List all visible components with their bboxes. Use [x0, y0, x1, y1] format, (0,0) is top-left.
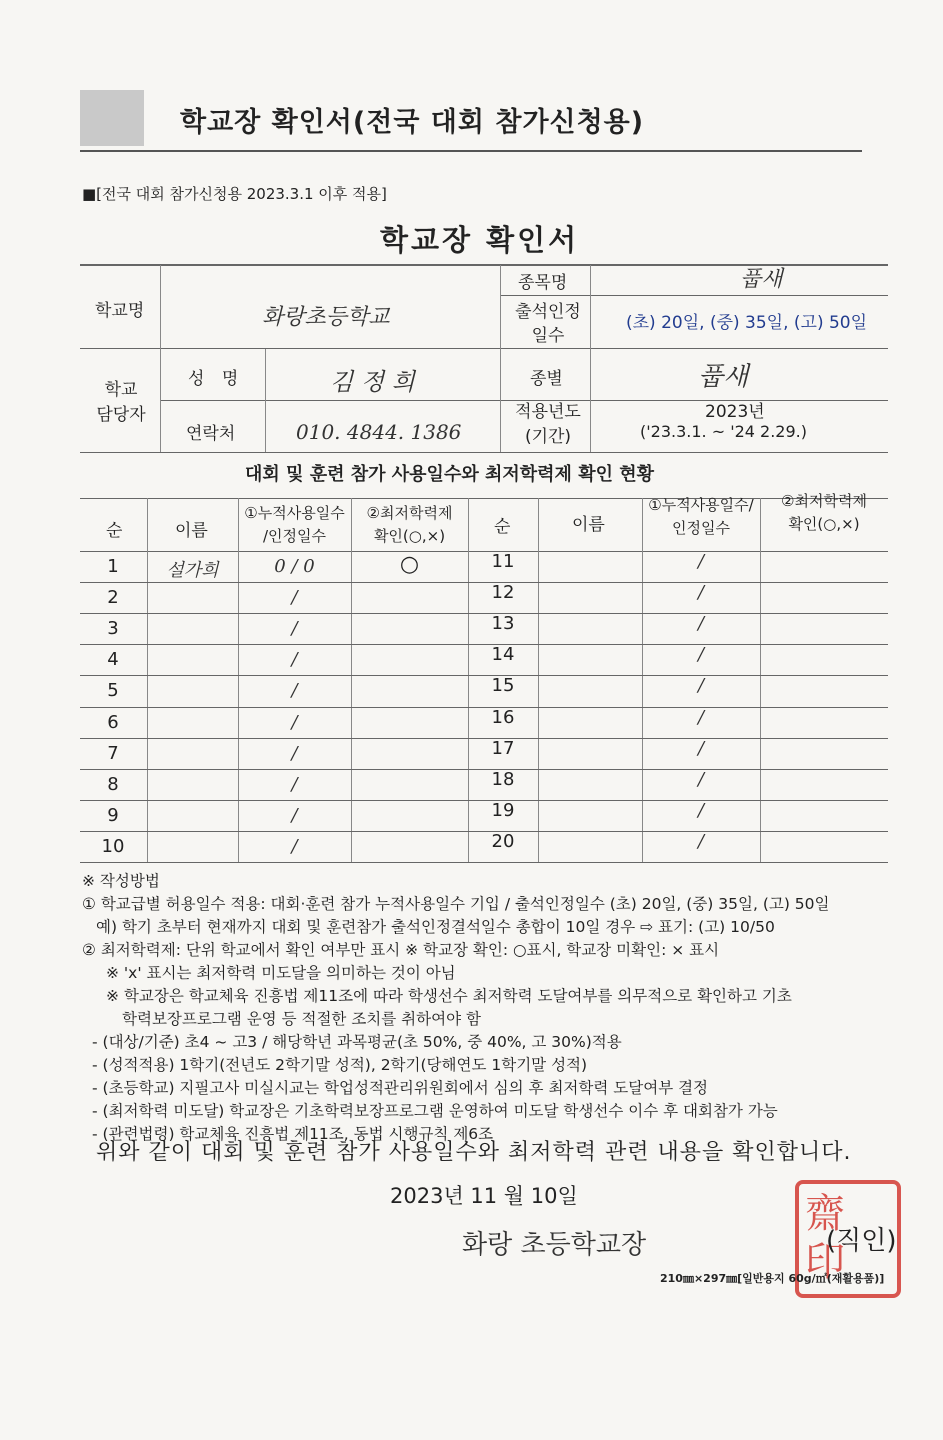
col-min-header: ②최저학력제 확인(○,×) — [366, 504, 453, 545]
row-days-used-right: / — [697, 707, 705, 728]
row-days-used-right: / — [697, 613, 705, 634]
instruction-line: - (성적적용) 1학기(전년도 2학기말 성적), 2학기(당해연도 1학기말 성적) — [92, 1056, 588, 1074]
category-label: 종별 — [530, 369, 563, 389]
status-table-title: 대회 및 훈련 참가 사용일수와 최저학력제 확인 현황 — [245, 464, 655, 485]
col-no-header-right: 순 — [494, 517, 511, 537]
instruction-line: - (관련법령) 학교체육 진흥법 제11조, 동법 시행규칙 제6조 — [92, 1125, 494, 1143]
row-number: 7 — [107, 743, 119, 764]
row-days-used: / — [291, 774, 298, 795]
page-title: 학교장 확인서(전국 대회 참가신청용) — [180, 107, 645, 138]
contact-label: 연락처 — [186, 424, 236, 444]
seal-label: (직인) — [826, 1226, 897, 1256]
row-days-used: / — [291, 649, 298, 670]
row-number-right: 13 — [491, 613, 515, 634]
row-days-used-right: / — [697, 831, 705, 852]
row-number-right: 18 — [491, 769, 515, 790]
row-number-right: 12 — [491, 582, 515, 603]
manager-label: 학교 담당자 — [96, 380, 146, 425]
row-number: 8 — [107, 774, 119, 795]
name-value: 김 정 희 — [330, 368, 415, 396]
instruction-line: 학력보장프로그램 운영 등 적절한 조치를 취하여야 함 — [122, 1010, 481, 1028]
event-label: 종목명 — [518, 273, 568, 293]
period-value: ('23.3.1. ~ '24 2.29.) — [640, 422, 807, 441]
row-days-used-right: / — [697, 582, 705, 603]
event-value: 풉새 — [740, 267, 783, 292]
school-name-label: 학교명 — [95, 301, 145, 321]
row-number-right: 19 — [491, 800, 515, 821]
row-number-right: 16 — [491, 707, 515, 728]
row-days-used-right: / — [697, 769, 705, 790]
form-version-note: ■[전국 대회 참가신청용 2023.3.1 이후 적용] — [82, 185, 387, 203]
instruction-line: ※ 'x' 표시는 최저학력 미도달을 의미하는 것이 아님 — [106, 964, 456, 982]
issue-date: 2023년 11 월 10일 — [390, 1184, 578, 1208]
row-number-right: 14 — [491, 644, 515, 665]
year-label: 적용년도 (기간) — [515, 402, 581, 447]
name-label: 성 명 — [188, 369, 245, 389]
writing-instructions — [82, 870, 902, 1146]
row-days-used: / — [291, 805, 298, 826]
title-rule — [80, 150, 862, 152]
year-value: 2023년 — [705, 402, 765, 422]
row-days-used-right: / — [697, 644, 705, 665]
row-student-name: 설가희 — [166, 560, 219, 581]
row-days-used-right: / — [697, 800, 705, 821]
instruction-line: - (최저학력 미도달) 학교장은 기초학력보장프로그램 운영하여 미도달 학생선수 이수 후 대회참가 가능 — [92, 1102, 778, 1120]
instruction-line: ※ 학교장은 학교체육 진흥법 제11조에 따라 학생선수 최저학력 도달여부를 의무적으로 확인하고 기초 — [106, 987, 792, 1005]
instruction-line: 예) 학기 초부터 현재까지 대회 및 훈련참가 출석인정결석일수 총합이 10일 경우 ⇨ 표기: (고) 10/50 — [96, 918, 775, 936]
form-title: 학교장 확인서 — [380, 223, 580, 257]
principal-signature: 화랑 초등학교장 — [462, 1230, 647, 1260]
official-seal: 齋 印 — [795, 1180, 901, 1298]
instruction-line: ※ 작성방법 — [82, 872, 160, 890]
row-number: 6 — [107, 712, 119, 733]
col-name-header: 이름 — [175, 521, 208, 541]
confirmation-statement: 위와 같이 대회 및 훈련 참가 사용일수와 최저학력 관련 내용을 확인합니다. — [96, 1140, 852, 1165]
row-number: 4 — [107, 649, 119, 670]
contact-value: 010. 4844. 1386 — [296, 420, 462, 444]
attendance-label: 출석인정 일수 — [515, 302, 581, 346]
col-min-header-right: ②최저학력제 확인(○,×) — [781, 492, 867, 533]
attendance-value: (초) 20일, (중) 35일, (고) 50일 — [626, 313, 868, 333]
row-days-used: / — [291, 618, 298, 639]
row-number: 3 — [107, 618, 119, 639]
row-number-right: 15 — [491, 675, 515, 696]
instruction-line: ② 최저학력제: 단위 학교에서 확인 여부만 표시 ※ 학교장 확인: ○표시, 학교장 미확인: × 표시 — [82, 941, 720, 959]
row-days-used: / — [291, 680, 298, 701]
col-days-header-right: ①누적사용일수/ 인정일수 — [648, 496, 754, 537]
row-number: 10 — [101, 836, 125, 857]
category-value: 풉새 — [698, 362, 749, 392]
row-number: 5 — [107, 680, 119, 701]
header-shade — [80, 90, 144, 146]
instruction-line: - (대상/기준) 초4 ~ 고3 / 해당학년 과목평균(초 50%, 중 40%, 고 30%)적용 — [92, 1033, 622, 1051]
row-days-used: / — [291, 587, 298, 608]
paper-spec: 210㎜×297㎜[일반용지 60g/㎡(재활용품)] — [660, 1272, 885, 1285]
row-days-used: / — [291, 712, 298, 733]
col-name-header-right: 이름 — [572, 515, 605, 535]
row-days-used-right: / — [697, 675, 705, 696]
row-number-right: 17 — [491, 738, 515, 759]
row-days-used: / — [291, 836, 298, 857]
school-name-value: 화랑초등학교 — [262, 305, 390, 330]
row-number-right: 11 — [491, 551, 515, 572]
instruction-line: ① 학교급별 허용일수 적용: 대회·훈련 참가 누적사용일수 기입 / 출석인정일수 (초) 20일, (중) 35일, (고) 50일 — [82, 895, 830, 913]
row-days-used-right: / — [697, 738, 705, 759]
row-days-used-right: / — [697, 551, 705, 572]
row-number: 9 — [107, 805, 119, 826]
row-days-used: 0 / 0 — [274, 556, 315, 577]
instruction-line: - (초등학교) 지필고사 미실시교는 학업성적관리위원회에서 심의 후 최저학력 도달여부 결정 — [92, 1079, 709, 1097]
col-days-header: ①누적사용일수 /인정일수 — [244, 504, 345, 545]
col-no-header: 순 — [106, 521, 123, 541]
row-days-used: / — [291, 743, 298, 764]
row-min-check: ○ — [399, 552, 420, 577]
row-number-right: 20 — [491, 831, 515, 852]
row-number: 2 — [107, 587, 119, 608]
row-number: 1 — [107, 556, 119, 577]
